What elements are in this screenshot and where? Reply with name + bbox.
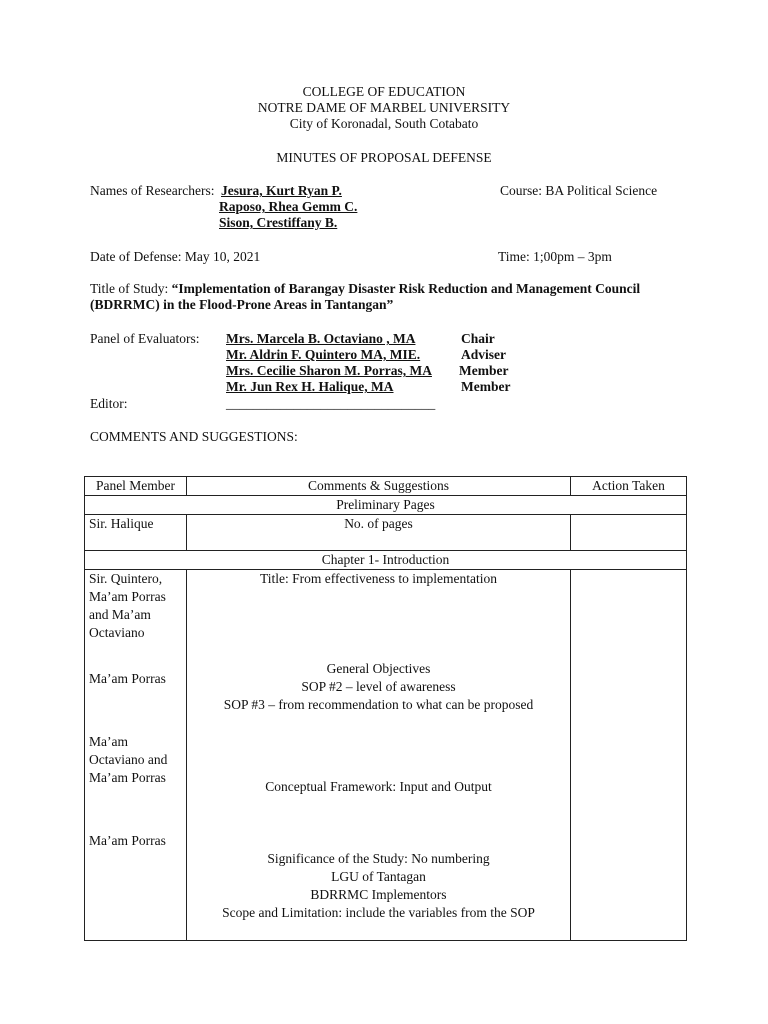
study-title: “Implementation of Barangay Disaster Risk Reduction and Management Council [171, 281, 641, 296]
panel-member-row [226, 363, 516, 379]
row-action-taken [571, 515, 687, 551]
comment-line: SOP #2 – level of awareness [301, 679, 456, 694]
table-row [85, 570, 687, 941]
panel-member-role: Member [461, 379, 511, 394]
panel-member-role: Adviser [461, 347, 506, 362]
member-block-2: Ma’am Porras [89, 671, 166, 686]
panel-member-name: Mrs. Marcela B. Octaviano , MA [226, 331, 416, 346]
row-comment [187, 570, 571, 941]
row-comment: No. of pages [187, 515, 571, 551]
member-block-3: Ma’am Octaviano and Ma’am Porras [89, 734, 168, 785]
college-name: COLLEGE OF EDUCATION [302, 84, 466, 99]
comment-line: SOP #3 – from recommendation to what can be proposed [223, 697, 534, 712]
comment-line: Significance of the Study: No numbering [267, 851, 490, 866]
section-row [85, 496, 687, 515]
panel-member-role: Chair [461, 331, 495, 346]
header-action-taken: Action Taken [571, 477, 687, 496]
researchers-label: Names of Researchers: [90, 183, 215, 198]
study-title-line2: (BDRRMC) in the Flood-Prone Areas in Tantangan” [90, 297, 394, 312]
header-panel-member: Panel Member [85, 477, 187, 496]
comments-heading: COMMENTS AND SUGGESTIONS: [90, 429, 298, 444]
document-title: MINUTES OF PROPOSAL DEFENSE [276, 150, 492, 165]
section-chapter-1: Chapter 1- Introduction [85, 551, 687, 570]
comment-line: Scope and Limitation: include the variables from the SOP [222, 905, 535, 920]
university-name: NOTRE DAME OF MARBEL UNIVERSITY [257, 100, 511, 115]
panel-member-row [226, 347, 516, 363]
member-block-4: Ma’am Porras [89, 833, 166, 848]
comment-line: Conceptual Framework: Input and Output [265, 779, 492, 794]
researcher-name: Raposo, Rhea Gemm C. [219, 199, 358, 214]
panel-member-name: Mr. Jun Rex H. Halique, MA [226, 379, 394, 394]
researcher-name: Sison, Crestiffany B. [219, 215, 338, 230]
defense-time: Time: 1;00pm – 3pm [498, 249, 612, 264]
panel-label: Panel of Evaluators: [90, 331, 200, 346]
table-row [85, 515, 687, 551]
comment-line: LGU of Tantagan [331, 869, 426, 884]
section-row [85, 551, 687, 570]
panel-member-name: Mr. Aldrin F. Quintero MA, MIE. [226, 347, 421, 362]
editor-blank: _______________________________ [226, 396, 436, 411]
researcher-name: Jesura, Kurt Ryan P. [221, 183, 342, 198]
row-panel-member: Sir. Halique [85, 515, 187, 551]
comment-line: BDRRMC Implementors [310, 887, 447, 902]
member-block-1: Sir. Quintero, Ma’am Porras and Ma’am Octaviano [89, 571, 166, 640]
table-header-row [85, 477, 687, 496]
comments-table [84, 476, 687, 941]
defense-date: Date of Defense: May 10, 2021 [90, 249, 261, 264]
header-comments: Comments & Suggestions [187, 477, 571, 496]
row-panel-member [85, 570, 187, 941]
panel-member-name: Mrs. Cecilie Sharon M. Porras, MA [226, 363, 432, 378]
course: Course: BA Political Science [500, 183, 658, 198]
panel-member-row [226, 379, 516, 395]
section-preliminary-pages: Preliminary Pages [85, 496, 687, 515]
comment-block-1: Title: From effectiveness to implementation [260, 571, 497, 586]
editor-label: Editor: [90, 396, 128, 411]
study-label: Title of Study: [90, 281, 169, 296]
panel-member-row [226, 331, 516, 347]
study-title-line1 [90, 281, 640, 297]
row-action-taken [571, 570, 687, 941]
panel-member-role: Member [459, 363, 509, 378]
comment-line: General Objectives [326, 661, 431, 676]
city-name: City of Koronadal, South Cotabato [289, 116, 479, 131]
